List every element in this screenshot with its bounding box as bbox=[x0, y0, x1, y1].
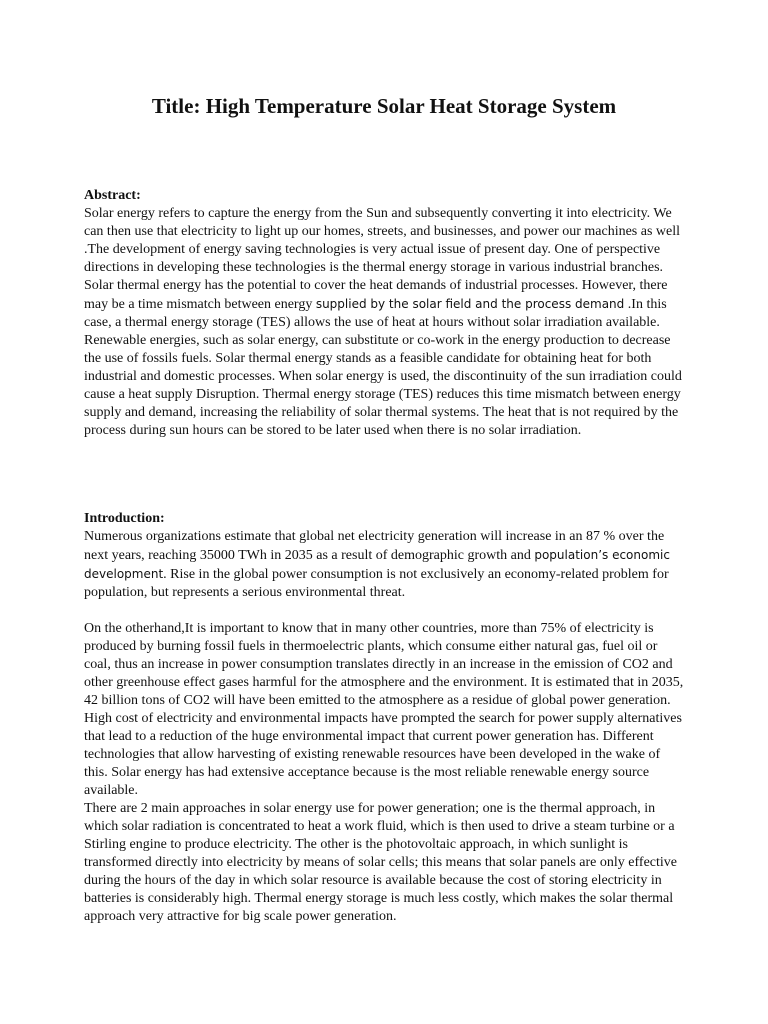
abstract-heading: Abstract: bbox=[84, 188, 141, 203]
intro-p1-end: . Rise in the global power consumption is not exclusively an economy-related problem for population, but represents a serious environmental threat. bbox=[84, 567, 669, 600]
abstract-paragraph-2: Renewable energies, such as solar energy, can substitute or co-work in the energy production to decrease the use of fossils fuels. Solar thermal energy stands as a feasible candidate for obtaining heat for both industrial and domestic processes. When solar energy is used, the discontinuity of the sun irradiation could cause a heat supply Disruption. Thermal energy storage (TES) reduces this time mismatch between energy supply and demand, increasing the reliability of solar thermal systems. The heat that is not required by the process during sun hours can be stored to be later used when there is no solar irradiation. bbox=[84, 333, 682, 438]
introduction-section bbox=[84, 510, 684, 926]
intro-p1-sans-fragment: population’s economic development bbox=[84, 548, 670, 581]
introduction-paragraph-1 bbox=[84, 528, 684, 602]
introduction-heading: Introduction: bbox=[84, 511, 165, 526]
abstract-p1-start: Solar energy refers to capture the energy from the Sun and subsequently converting it into electricity. We can then use that electricity to light up our homes, streets, and businesses, and power our machines as well .The development of energy saving technologies is very actual issue of present day. One of perspective directions in developing these technologies is the thermal energy storage in various industrial branches. Solar thermal energy has the potential to cover the heat demands of industrial processes. However, there may be a time mismatch between energy bbox=[84, 206, 681, 312]
intro-p1-start: Numerous organizations estimate that global net electricity generation will increase in an 87 % over the next years, reaching 35000 TWh in 2035 as a result of demographic growth and bbox=[84, 529, 665, 563]
paragraph-spacer bbox=[84, 602, 684, 620]
introduction-paragraph-4: There are 2 main approaches in solar energy use for power generation; one is the thermal approach, in which solar radiation is concentrated to heat a work fluid, which is then used to drive a steam turbine or a Stirling engine to produce electricity. The other is the photovoltaic approach, in which sunlight is transformed directly into electricity by means of solar cells; this means that solar panels are only effective during the hours of the day in which solar resource is available because the cost of storing electricity in batteries is considerably high. Thermal energy storage is much less costly, which makes the solar thermal approach very attractive for big scale power generation. bbox=[84, 801, 677, 924]
document-title: Title: High Temperature Solar Heat Storage System bbox=[151, 94, 617, 118]
abstract-p1-end: .In this case, a thermal energy storage (TES) allows the use of heat at hours without solar irradiation available. bbox=[84, 297, 667, 330]
abstract-paragraph-1 bbox=[84, 205, 684, 332]
introduction-paragraph-2: On the otherhand,It is important to know that in many other countries, more than 75% of electricity is produced by burning fossil fuels in thermoelectric plants, which consume either natural gas, fuel oil or coal, thus an increase in power consumption translates directly in an increase in the emission of CO2 and other greenhouse effect gases harmful for the atmosphere and the environment. It is estimated that in 2035, 42 billion tons of CO2 will have been emitted to the atmosphere as a residue of global power generation. bbox=[84, 621, 684, 708]
abstract-p1-sans-fragment: supplied by the solar field and the process demand bbox=[315, 297, 625, 311]
abstract-section bbox=[84, 187, 684, 440]
introduction-paragraph-3: High cost of electricity and environmental impacts have prompted the search for power supply alternatives that lead to a reduction of the huge environmental impact that current power generation has. Different technologies that allow harvesting of existing renewable resources have been developed in the wake of this. Solar energy has had extensive acceptance because is the most reliable renewable energy source available. bbox=[84, 711, 682, 798]
